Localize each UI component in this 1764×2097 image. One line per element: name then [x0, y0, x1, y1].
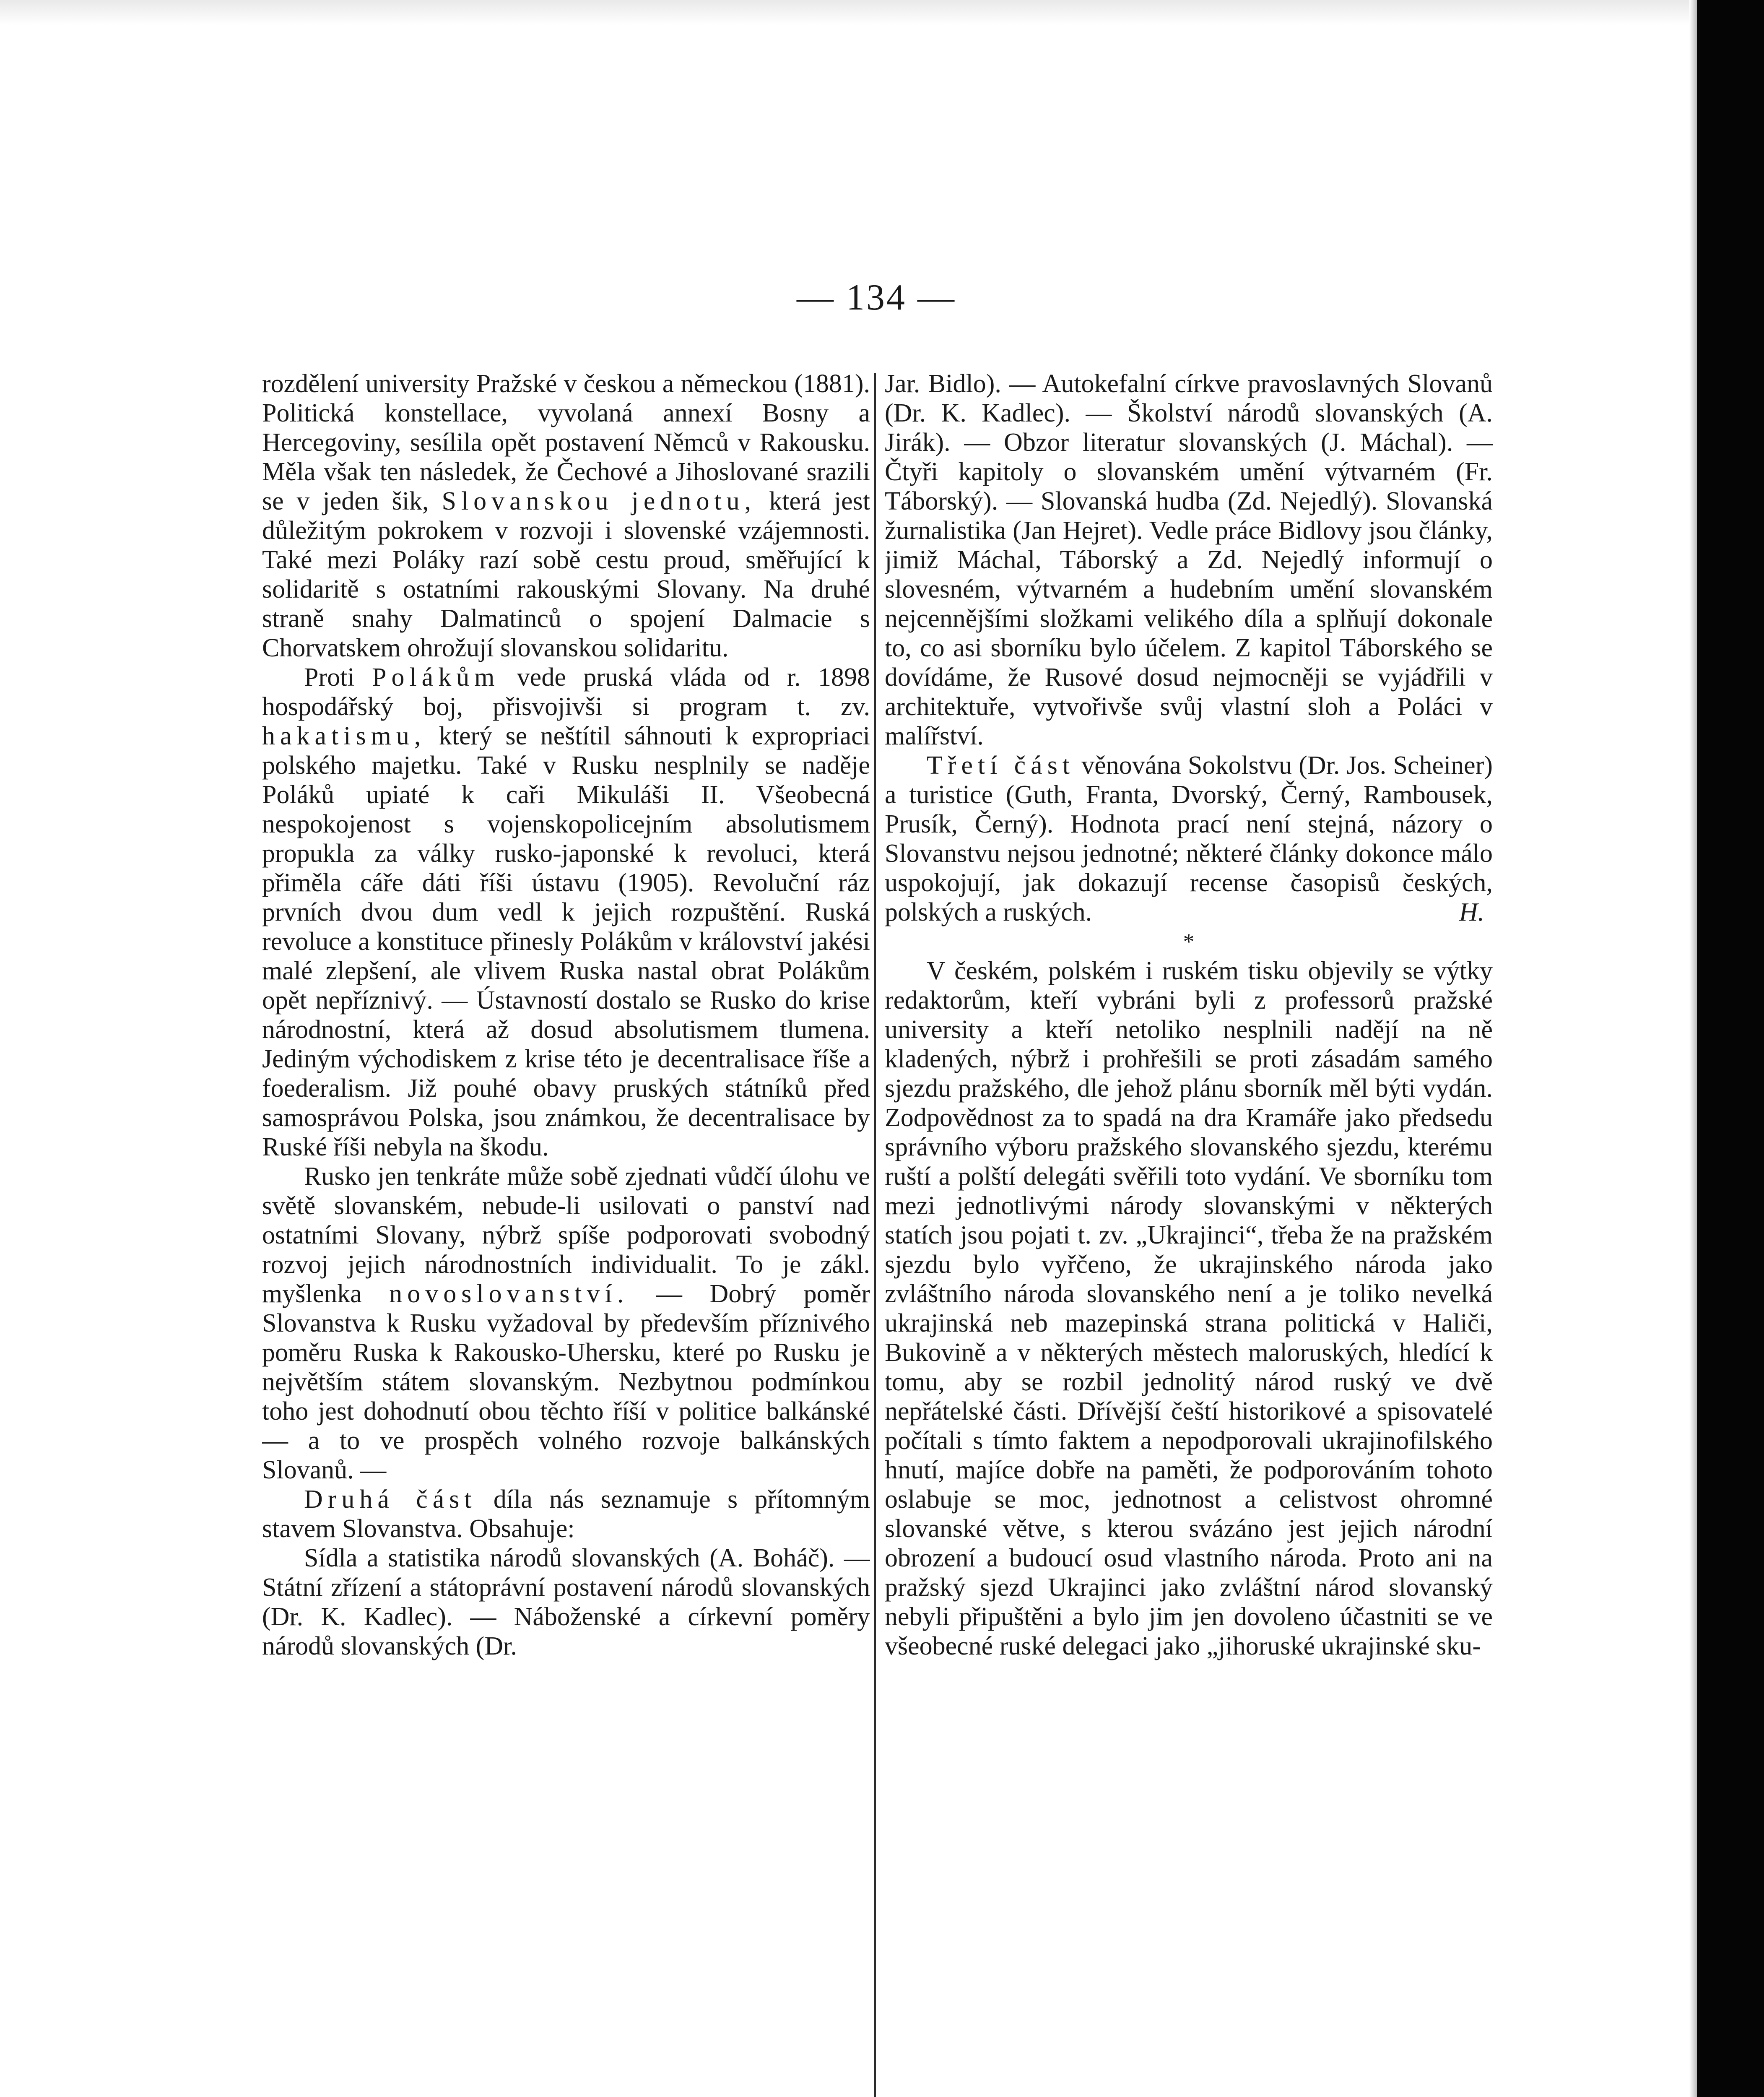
paragraph: V českém, polském i ruském tisku objevily se výtky redaktorům, kteří vybráni byli z professorů pražské university a kteří netoliko nesplnili nadějí na ně kladených, nýbrž i prohřešili se proti zásadám samého sjezdu pražského, dle jehož plánu sborník měl býti vydán. Zodpovědnost za to spadá na dra Kramáře jako předsedu správního výboru pražského slovanského sjezdu, kterému ruští a polští delegáti svěřili toto vydání. Ve sborníku tom mezi jednotlivými národy slovanskými v některých statích jsou pojati t. zv. „Ukrajinci“, třeba že na pražském sjezdu bylo vyřčeno, že ukrajinského národa jako zvláštního národa slovanského není a je toliko nevelká ukrajinská neb mazepinská strana politická v Haliči, Bukovině a v některých městech maloruských, hledící k tomu, aby se rozbil jednolitý národ ruský ve dvě nepřátelské části. Dřívější čeští historikové a spisovatelé počítali s tímto faktem a nepodporovali ukrajinofilského hnutí, majíce dobře na paměti, že podporováním tohoto oslabuje se moc, jednotnost a celistvost ohromné slovanské větve, s kterou svázáno jest jejich národní obrození a budoucí osud vlastního národa. Proto ani na pražský sjezd Ukrajinci jako zvláštní národ slovanský nebyli připuštěni a bylo jim jen dovoleno účastniti se ve všeobecné ruské delegaci jako „jihoruské ukrajinské sku- [885, 957, 1493, 1660]
paragraph [885, 751, 1493, 927]
section-separator: * [1183, 929, 1195, 954]
text-run: — Dobrý poměr Slovanstva k Rusku vyžadoval by především příznivého poměru Ruska k Rakousko-Uhersku, které po Rusku je největším státem slovanským. Nezbytnou podmínkou toho jest dohodnutí obou těchto říší v politice balkánské — a to ve prospěch volného rozvoje balkánských Slovanů. — [262, 1280, 870, 1484]
scan-right-shadow [1689, 0, 1697, 2097]
paragraph [262, 369, 870, 663]
column-divider [874, 373, 876, 2097]
paragraph [262, 1162, 870, 1485]
emphasized-text: hakatismu, [262, 722, 426, 750]
emphasized-text: Třetí část [927, 751, 1075, 780]
paragraph: Sídla a statistika národů slovanských (A. Boháč). — Státní zřízení a státoprávní postavení národů slovanských (Dr. K. Kadlec). — Náboženské a církevní poměry národů slovanských (Dr. [262, 1544, 870, 1660]
paragraph [262, 1485, 870, 1543]
emphasized-text: Polákům [372, 663, 500, 692]
text-run: rozdělení university Pražské v českou a německou (1881). Politická konstellace, vyvolaná annexí Bosny a Hercegoviny, sesílila opět postavení Němců v Rakousku. Měla však ten následek, že Čechové a Jihoslované srazili se v jeden šik, [262, 369, 870, 515]
author-signature: H. [1459, 898, 1484, 926]
scan-right-border [1697, 0, 1764, 2097]
text-run: Proti [304, 663, 355, 692]
left-column [262, 369, 870, 2097]
paragraph: Jar. Bidlo). — Autokefalní církve pravoslavných Slovanů (Dr. K. Kadlec). — Školství národů slovanských (A. Jirák). — Obzor literatur slovanských (J. Máchal). — Čtyři kapitoly o slovanském umění výtvarném (Fr. Táborský). — Slovanská hudba (Zd. Nejedlý). Slovanská žurnalistika (Jan Hejret). Vedle práce Bidlovy jsou články, jimiž Máchal, Táborský a Zd. Nejedlý informují o slovesném, výtvarném a hudebním umění slovanském nejcennějšími složkami velikého díla a splňují dokonale to, co asi sborníku bylo účelem. Z kapitol Táborského se dovídáme, že Rusové dosud nejmocněji se vyjádřili v architektuře, vytvořivše svůj vlastní sloh a Poláci v malířství. [885, 369, 1493, 750]
text-run: Rusko jen tenkráte může sobě zjednati vůdčí úlohu ve světě slovanském, nebude-li usilovati o panství nad ostatními Slovany, nýbrž spíše podporovati svobodný rozvoj jejich národnostních individualit. To je zákl. myšlenka [262, 1162, 870, 1308]
scan-top-edge [0, 0, 1764, 25]
text-run: věnována Sokolstvu (Dr. Jos. Scheiner) a turistice (Guth, Franta, Dvorský, Černý, Rambousek, Prusík, Černý). Hodnota prací není stejná, názory o Slovanstvu nejsou jednotné; některé články dokonce málo uspokojují, jak dokazují recense časopisů českých, polských a ruských. [885, 751, 1493, 926]
right-column [885, 369, 1493, 2097]
emphasized-text: Druhá část [304, 1485, 477, 1514]
emphasized-text: novoslovanství. [389, 1280, 629, 1308]
page-number: — 134 — [797, 277, 956, 318]
text-run: díla nás seznamuje s přítomným stavem Slovanstva. Obsahuje: [262, 1485, 870, 1543]
emphasized-text: Slovanskou jednotu, [442, 487, 756, 515]
text-run: vede pruská vláda od r. 1898 hospodářský boj, přisvojivši si program t. zv. [262, 663, 870, 721]
paragraph [262, 663, 870, 1162]
text-run: který se neštítil sáhnouti k expropriaci polského majetku. Také v Rusku nesplnily se naděje Poláků upiaté k caři Mikuláši II. Všeobecná nespokojenost s vojenskopolicejním absolutismem propukla za války rusko-japonské k revoluci, která přiměla cáře dáti říši ústavu (1905). Revoluční ráz prvních dvou dum vedl k jejich rozpuštění. Ruská revoluce a konstituce přinesly Polákům v království jakési malé zlepšení, ale vlivem Ruska nastal obrat Polákům opět nepříznivý. — Ústavností dostalo se Rusko do krise národnostní, která až dosud absolutismem tlumena. Jediným východiskem z krise této je decentralisace říše a foederalism. Již pouhé obavy pruských státníků před samosprávou Polska, jsou známkou, že decentralisace by Ruské říši nebyla na škodu. [262, 722, 870, 1161]
text-run: která jest důležitým pokrokem v rozvoji i slovenské vzájemnosti. Také mezi Poláky razí sobě cestu proud, směřující k solidaritě s ostatními rakouskými Slovany. Na druhé straně snahy Dalmatinců o spojení Dalmacie s Chorvatskem ohrožují slovanskou solidaritu. [262, 487, 870, 662]
